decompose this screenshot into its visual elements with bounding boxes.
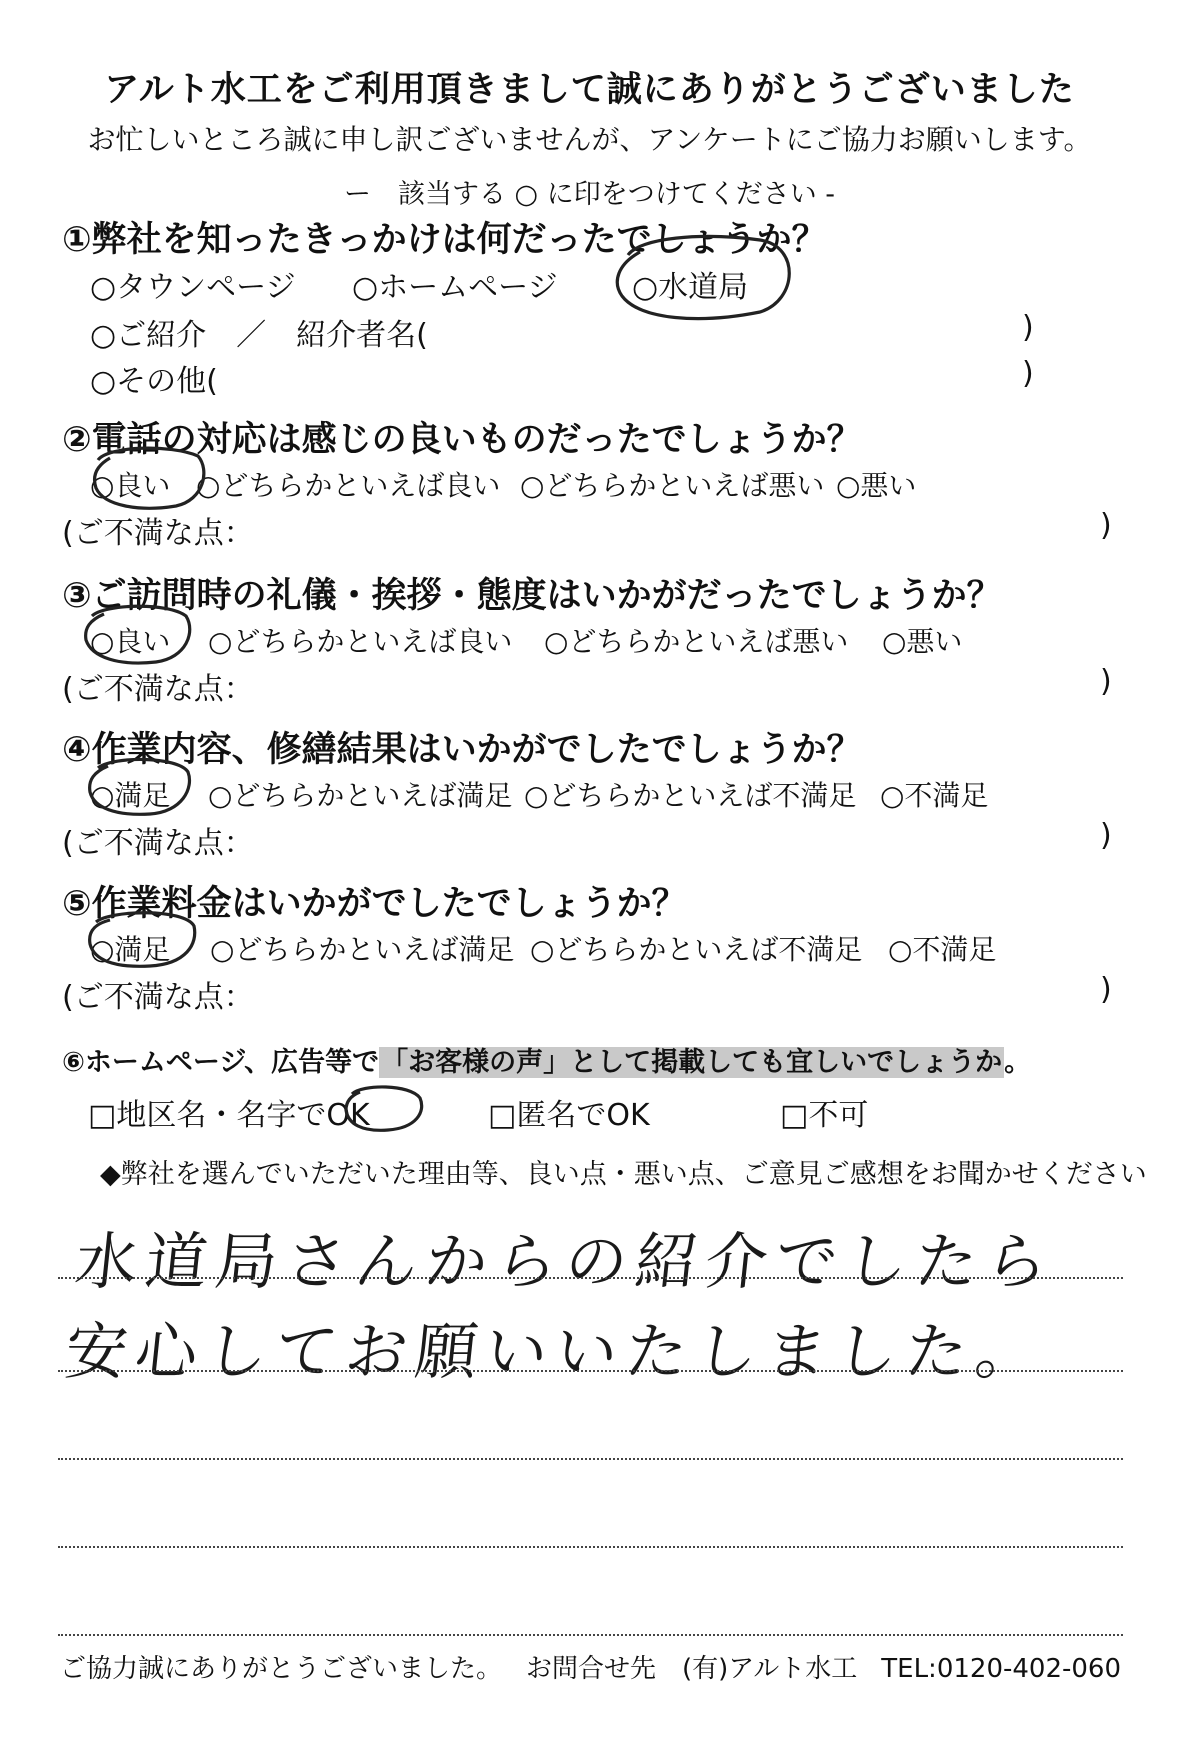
question-3-title: ③ご訪問時の礼儀・挨拶・態度はいかがだったでしょうか？ [62,576,1002,616]
q6-title-prefix: ⑥ホームページ、広告等で [62,1047,380,1078]
q2-option-bad[interactable]: ○悪い [836,469,917,502]
q3-option-good[interactable]: ○良い [90,625,171,658]
q3-option-bad[interactable]: ○悪い [882,625,963,658]
q2-complaint-close: ) [1100,508,1112,543]
survey-instruction: ー 該当する ○ に印をつけてください - [343,179,836,210]
survey-title: アルト水工をご利用頂きまして誠にありがとうございました [104,70,1075,110]
q2-option-somewhat-bad[interactable]: ○どちらかといえば悪い [520,469,825,502]
q4-option-unsatisfied[interactable]: ○不満足 [880,779,989,812]
q6-title-highlight: 「お客様の声」として掲載しても宜しいでしょうか [381,1047,1003,1078]
q4-option-somewhat-satisfied[interactable]: ○どちらかといえば満足 [208,779,513,812]
footer [60,1648,1145,1685]
q3-option-somewhat-good[interactable]: ○どちらかといえば良い [208,625,513,658]
q4-complaint-close: ) [1100,818,1112,853]
footer-thanks: ご協力誠にありがとうございました。 [60,1654,503,1684]
q5-complaint-close: ) [1100,972,1112,1007]
q1-option-townpage[interactable]: ○タウンページ [90,270,296,305]
q1-referral-close-paren: ) [1022,310,1034,345]
q1-option-other[interactable]: ○その他( [90,364,218,399]
q1-option-referral[interactable]: ○ご紹介 ／ 紹介者名( [90,318,428,353]
question-5-title: ⑤作業料金はいかがでしたでしょうか？ [62,884,687,924]
question-6-title [62,1040,1031,1079]
q5-complaint-label: (ご不満な点： [62,980,254,1015]
q5-option-somewhat-unsatisfied[interactable]: ○どちらかといえば不満足 [530,933,863,966]
footer-contact: お問合せ先 (有)アルト水工 [526,1654,858,1684]
comment-line-1 [58,1277,1123,1279]
q5-option-satisfied[interactable]: ○満足 [90,933,171,966]
comment-line-5 [58,1634,1123,1636]
handwritten-comment-line-2: 安心してお願いいたしました。 [61,1315,1050,1388]
comment-line-3 [58,1458,1123,1460]
question-2-title: ②電話の対応は感じの良いものだったでしょうか？ [62,420,862,460]
q6-title-suffix: 。 [1004,1047,1032,1078]
q1-option-homepage[interactable]: ○ホームページ [352,270,558,305]
q6-option-not-allowed[interactable]: □不可 [780,1098,869,1133]
question-1-title: ①弊社を知ったきっかけは何だったでしょうか？ [62,220,827,260]
q5-option-somewhat-satisfied[interactable]: ○どちらかといえば満足 [210,933,515,966]
q3-option-somewhat-bad[interactable]: ○どちらかといえば悪い [544,625,849,658]
q3-complaint-close: ) [1100,664,1112,699]
q6-option-area-name-ok[interactable]: □地区名・名字でOK [88,1098,370,1133]
question-4-title: ④作業内容、修繕結果はいかがでしたでしょうか？ [62,730,862,770]
handwritten-comment-line-1: 水道局さんからの紹介でしたら [71,1225,1060,1298]
q1-other-close-paren: ) [1022,356,1034,391]
comment-line-4 [58,1546,1123,1548]
q4-option-satisfied[interactable]: ○満足 [90,779,171,812]
comment-line-2 [58,1370,1123,1372]
q2-option-good[interactable]: ○良い [90,469,171,502]
q2-complaint-label: (ご不満な点： [62,516,254,551]
q1-option-waterworks[interactable]: ○水道局 [632,270,749,305]
q4-complaint-label: (ご不満な点： [62,826,254,861]
comments-prompt: ◆弊社を選んでいただいた理由等、良い点・悪い点、ご意見ご感想をお聞かせください [100,1159,1147,1190]
q2-option-somewhat-good[interactable]: ○どちらかといえば良い [196,469,501,502]
q6-option-anonymous-ok[interactable]: □匿名でOK [488,1098,650,1133]
q5-option-unsatisfied[interactable]: ○不満足 [888,933,997,966]
survey-subtitle: お忙しいところ誠に申し訳ございませんが、アンケートにご協力お願いします。 [87,123,1092,156]
q4-option-somewhat-unsatisfied[interactable]: ○どちらかといえば不満足 [524,779,857,812]
footer-tel: TEL:0120-402-060 [881,1654,1122,1684]
q3-complaint-label: (ご不満な点： [62,672,254,707]
